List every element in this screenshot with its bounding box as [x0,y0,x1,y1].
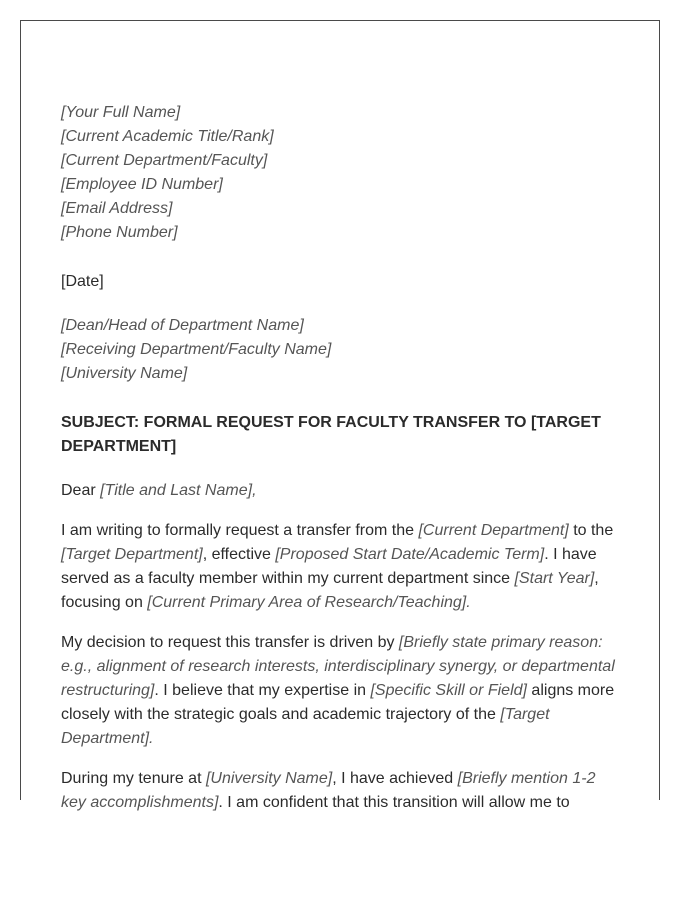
paragraph-1-text: , focusing on [61,570,599,611]
placeholder-current-department: [Current Department] [418,522,569,539]
placeholder-accomplishments: [Briefly mention 1-2 key accomplishments] [61,770,596,811]
sender-full-name: [Your Full Name] [61,104,181,121]
placeholder-university-name: [University Name] [205,770,333,787]
placeholder-research-area: [Current Primary Area of Research/Teaching] [147,594,467,611]
sender-title-rank: [Current Academic Title/Rank] [61,128,274,145]
salutation-prefix: Dear [61,482,101,499]
salutation [61,479,621,503]
recipient-university: [University Name] [61,365,188,382]
letter-content [61,101,621,815]
subject-line: SUBJECT: FORMAL REQUEST FOR FACULTY TRANSFER TO [TARGET DEPARTMENT] [61,414,601,455]
paragraph-2 [61,631,621,751]
paragraph-2-text: . I believe that my expertise in [154,682,371,699]
placeholder-primary-reason: [Briefly state primary reason: e.g., alignment of research interests, interdisciplinary synergy, or departmental restructuring] [61,634,615,699]
letter-date: [Date] [61,273,104,290]
sender-block [61,101,621,245]
paragraph-2-text: . [149,730,154,747]
paragraph-3-text: . I am confident that this transition will allow me to [218,794,570,811]
paragraph-2-text: My decision to request this transfer is driven by [61,634,399,651]
placeholder-target-department: [Target Department] [61,706,550,747]
placeholder-start-year: [Start Year] [514,570,595,587]
recipient-block [61,314,621,386]
sender-phone: [Phone Number] [61,224,178,241]
sender-department: [Current Department/Faculty] [61,152,268,169]
sender-employee-id: [Employee ID Number] [61,176,223,193]
paragraph-3-text: During my tenure at [61,770,206,787]
recipient-department: [Receiving Department/Faculty Name] [61,341,332,358]
paragraph-2-text: aligns more closely with the strategic goals and academic trajectory of the [61,682,615,723]
salutation-suffix: , [252,482,257,499]
salutation-placeholder: [Title and Last Name] [100,482,253,499]
paragraph-3 [61,767,621,815]
letter-page [20,20,660,811]
sender-email: [Email Address] [61,200,173,217]
paragraph-1-text: . I have served as a faculty member within my current department since [61,546,597,587]
placeholder-start-date: [Proposed Start Date/Academic Term] [275,546,545,563]
recipient-name: [Dean/Head of Department Name] [61,317,304,334]
placeholder-target-department: [Target Department] [61,546,203,563]
paragraph-3-text: , I have achieved [332,770,458,787]
paragraph-1-text: to the [568,522,614,539]
paragraph-1-text: . [466,594,471,611]
paragraph-1 [61,519,621,615]
placeholder-skill-field: [Specific Skill or Field] [370,682,527,699]
paragraph-1-text: , effective [202,546,276,563]
paragraph-1-text: I am writing to formally request a transfer from the [61,522,419,539]
